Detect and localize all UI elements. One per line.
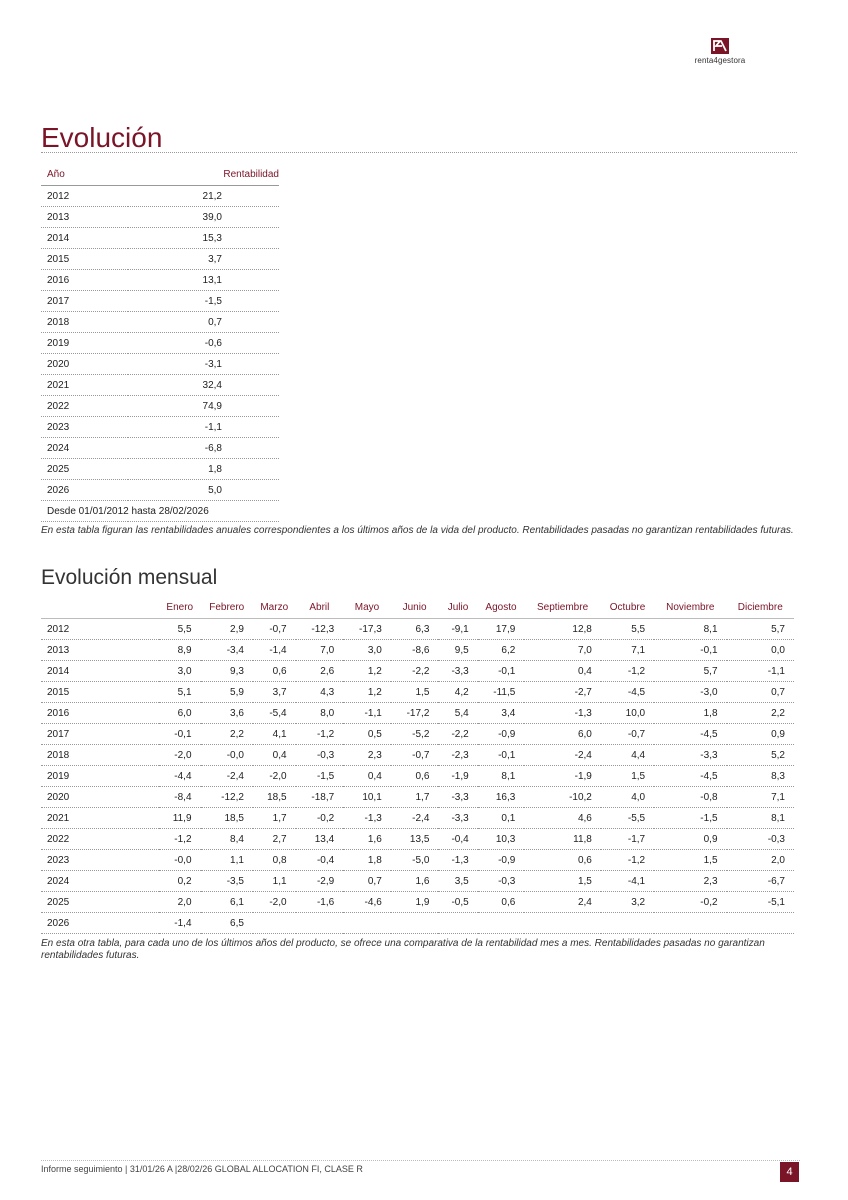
month-value-cell: 0,6 xyxy=(524,850,601,871)
year-cell: 2018 xyxy=(41,312,128,333)
month-value-cell: -3,4 xyxy=(201,640,253,661)
month-value-cell: -0,5 xyxy=(438,892,477,913)
month-value-cell: 10,3 xyxy=(478,829,525,850)
year-cell: 2025 xyxy=(41,892,159,913)
table-row xyxy=(41,354,279,375)
month-value-cell: -0,9 xyxy=(478,850,525,871)
month-value-cell: -8,4 xyxy=(159,787,201,808)
month-value-cell: -0,7 xyxy=(391,745,439,766)
month-value-cell: 4,3 xyxy=(296,682,344,703)
return-cell: -6,8 xyxy=(128,438,279,459)
month-value-cell: -1,3 xyxy=(438,850,477,871)
column-header-month: Diciembre xyxy=(727,597,794,619)
year-cell: 2015 xyxy=(41,682,159,703)
table-row xyxy=(41,682,794,703)
column-header-return: Rentabilidad xyxy=(128,163,279,186)
month-value-cell: 8,4 xyxy=(201,829,253,850)
month-value-cell: 7,0 xyxy=(296,640,344,661)
year-cell: 2012 xyxy=(41,619,159,640)
month-value-cell: 3,7 xyxy=(253,682,296,703)
month-value-cell: -3,0 xyxy=(654,682,726,703)
month-value-cell: 1,8 xyxy=(343,850,391,871)
month-value-cell: 2,4 xyxy=(524,892,601,913)
table-row xyxy=(41,892,794,913)
return-cell: 0,7 xyxy=(128,312,279,333)
month-value-cell: -0,3 xyxy=(727,829,794,850)
month-value-cell: -0,2 xyxy=(654,892,726,913)
month-value-cell: 6,2 xyxy=(478,640,525,661)
month-value-cell: 1,8 xyxy=(654,703,726,724)
year-cell: 2018 xyxy=(41,745,159,766)
section-title-evolucion: Evolución xyxy=(41,122,163,153)
month-value-cell: 9,5 xyxy=(438,640,477,661)
column-header-month: Julio xyxy=(438,597,477,619)
column-header-month: Febrero xyxy=(201,597,253,619)
month-value-cell: -1,4 xyxy=(253,640,296,661)
month-value-cell: 7,1 xyxy=(727,787,794,808)
month-value-cell: -0,3 xyxy=(478,871,525,892)
month-value-cell: -1,4 xyxy=(159,913,201,934)
month-value-cell: 18,5 xyxy=(253,787,296,808)
table-row xyxy=(41,291,279,312)
year-cell: 2025 xyxy=(41,459,128,480)
monthly-table-note: En esta otra tabla, para cada uno de los últimos años del producto, se ofrece una comparativa de la rentabilidad mes a mes. Rentabilidades pasadas no garantizan rentabilidades futuras. xyxy=(41,938,765,961)
month-value-cell: 5,9 xyxy=(201,682,253,703)
table-row xyxy=(41,850,794,871)
month-value-cell: 8,1 xyxy=(727,808,794,829)
month-value-cell: -0,3 xyxy=(296,745,344,766)
month-value-cell: 2,2 xyxy=(201,724,253,745)
month-value-cell: -17,3 xyxy=(343,619,391,640)
month-value-cell: 1,5 xyxy=(524,871,601,892)
year-cell: 2024 xyxy=(41,438,128,459)
month-value-cell: 8,9 xyxy=(159,640,201,661)
month-value-cell: -0,8 xyxy=(654,787,726,808)
divider xyxy=(41,152,797,153)
month-value-cell: 4,6 xyxy=(524,808,601,829)
table-row xyxy=(41,829,794,850)
month-value-cell: -11,5 xyxy=(478,682,525,703)
month-value-cell: 8,1 xyxy=(478,766,525,787)
month-value-cell: 6,5 xyxy=(201,913,253,934)
month-value-cell: -0,4 xyxy=(438,829,477,850)
month-value-cell: -0,7 xyxy=(253,619,296,640)
table-row xyxy=(41,270,279,291)
month-value-cell: -1,9 xyxy=(438,766,477,787)
return-cell: 74,9 xyxy=(128,396,279,417)
month-value-cell: -4,5 xyxy=(601,682,654,703)
month-value-cell: -0,7 xyxy=(601,724,654,745)
section-title-evolucion-mensual: Evolución mensual xyxy=(41,566,218,589)
brand-logo xyxy=(691,38,749,65)
year-cell: 2021 xyxy=(41,375,128,396)
column-header-month: Septiembre xyxy=(524,597,601,619)
month-value-cell xyxy=(391,913,439,934)
table-row xyxy=(41,396,279,417)
year-cell: 2012 xyxy=(41,186,128,207)
month-value-cell: -12,3 xyxy=(296,619,344,640)
month-value-cell: 2,3 xyxy=(654,871,726,892)
year-cell: 2020 xyxy=(41,787,159,808)
column-header-month: Junio xyxy=(391,597,439,619)
month-value-cell: -5,0 xyxy=(391,850,439,871)
page-number: 4 xyxy=(780,1162,799,1182)
month-value-cell: 0,8 xyxy=(253,850,296,871)
column-header-month: Agosto xyxy=(478,597,525,619)
month-value-cell: 10,1 xyxy=(343,787,391,808)
month-value-cell: 18,5 xyxy=(201,808,253,829)
year-cell: 2016 xyxy=(41,703,159,724)
month-value-cell: -1,3 xyxy=(343,808,391,829)
month-value-cell: 0,6 xyxy=(478,892,525,913)
month-value-cell: 2,7 xyxy=(253,829,296,850)
month-value-cell: 17,9 xyxy=(478,619,525,640)
year-cell: 2015 xyxy=(41,249,128,270)
month-value-cell: 3,0 xyxy=(159,661,201,682)
table-row xyxy=(41,766,794,787)
month-value-cell: -1,7 xyxy=(601,829,654,850)
month-value-cell: -0,0 xyxy=(159,850,201,871)
column-header-year: Año xyxy=(41,163,128,186)
month-value-cell: 0,0 xyxy=(727,640,794,661)
month-value-cell: 1,7 xyxy=(253,808,296,829)
month-value-cell: 2,6 xyxy=(296,661,344,682)
column-header-year xyxy=(41,597,159,619)
month-value-cell: 1,7 xyxy=(391,787,439,808)
month-value-cell: 1,9 xyxy=(391,892,439,913)
table-row xyxy=(41,619,794,640)
table-row xyxy=(41,249,279,270)
month-value-cell: 5,5 xyxy=(601,619,654,640)
month-value-cell: -4,5 xyxy=(654,766,726,787)
month-value-cell: -0,0 xyxy=(201,745,253,766)
month-value-cell: -2,4 xyxy=(201,766,253,787)
month-value-cell: -2,0 xyxy=(253,766,296,787)
month-value-cell: -17,2 xyxy=(391,703,439,724)
column-header-month: Noviembre xyxy=(654,597,726,619)
column-header-month: Abril xyxy=(296,597,344,619)
return-cell: 1,8 xyxy=(128,459,279,480)
month-value-cell: 8,3 xyxy=(727,766,794,787)
month-value-cell: -5,1 xyxy=(727,892,794,913)
table-row xyxy=(41,228,279,249)
month-value-cell: -2,0 xyxy=(159,745,201,766)
year-cell: 2024 xyxy=(41,871,159,892)
month-value-cell: 1,6 xyxy=(391,871,439,892)
month-value-cell: 3,5 xyxy=(438,871,477,892)
month-value-cell: -0,4 xyxy=(296,850,344,871)
month-value-cell: 3,0 xyxy=(343,640,391,661)
month-value-cell: 16,3 xyxy=(478,787,525,808)
month-value-cell: 5,4 xyxy=(438,703,477,724)
month-value-cell xyxy=(654,913,726,934)
month-value-cell: 0,9 xyxy=(654,829,726,850)
month-value-cell: -3,3 xyxy=(438,787,477,808)
month-value-cell: 12,8 xyxy=(524,619,601,640)
table-row xyxy=(41,312,279,333)
month-value-cell: -1,2 xyxy=(296,724,344,745)
monthly-returns-table xyxy=(41,597,794,934)
month-value-cell: 2,2 xyxy=(727,703,794,724)
month-value-cell: 11,9 xyxy=(159,808,201,829)
month-value-cell: 13,4 xyxy=(296,829,344,850)
month-value-cell: -1,3 xyxy=(524,703,601,724)
return-cell: 5,0 xyxy=(128,480,279,501)
renta4-logo-icon xyxy=(711,38,729,54)
table-row xyxy=(41,661,794,682)
return-cell: 13,1 xyxy=(128,270,279,291)
return-cell: 15,3 xyxy=(128,228,279,249)
annual-table-note: En esta tabla figuran las rentabilidades anuales correspondientes a los últimos años de la vida del producto. Rentabilidades pasadas no garantizan rentabilidades futuras. xyxy=(41,525,794,536)
month-value-cell: 11,8 xyxy=(524,829,601,850)
year-cell: 2022 xyxy=(41,396,128,417)
year-cell: 2014 xyxy=(41,661,159,682)
month-value-cell: 1,5 xyxy=(654,850,726,871)
month-value-cell: -10,2 xyxy=(524,787,601,808)
month-value-cell: 4,1 xyxy=(253,724,296,745)
month-value-cell: 7,0 xyxy=(524,640,601,661)
table-row xyxy=(41,640,794,661)
brand-name: renta4gestora xyxy=(694,56,746,65)
month-value-cell: 0,7 xyxy=(343,871,391,892)
column-header-month: Marzo xyxy=(253,597,296,619)
table-row xyxy=(41,459,279,480)
month-value-cell: 1,1 xyxy=(201,850,253,871)
month-value-cell: 0,4 xyxy=(524,661,601,682)
year-cell: 2022 xyxy=(41,829,159,850)
return-cell: -1,5 xyxy=(128,291,279,312)
month-value-cell: 1,6 xyxy=(343,829,391,850)
return-cell: -3,1 xyxy=(128,354,279,375)
year-cell: 2020 xyxy=(41,354,128,375)
table-row xyxy=(41,913,794,934)
month-value-cell: -3,3 xyxy=(438,661,477,682)
month-value-cell: -5,4 xyxy=(253,703,296,724)
year-cell: 2013 xyxy=(41,207,128,228)
month-value-cell: -0,9 xyxy=(478,724,525,745)
month-value-cell: -0,1 xyxy=(478,661,525,682)
table-row xyxy=(41,207,279,228)
year-cell: 2021 xyxy=(41,808,159,829)
month-value-cell: -4,5 xyxy=(654,724,726,745)
month-value-cell: 7,1 xyxy=(601,640,654,661)
month-value-cell xyxy=(727,913,794,934)
table-row xyxy=(41,186,279,207)
month-value-cell: -8,6 xyxy=(391,640,439,661)
table-row-period xyxy=(41,501,279,522)
month-value-cell: -4,6 xyxy=(343,892,391,913)
month-value-cell: 2,3 xyxy=(343,745,391,766)
month-value-cell: 4,4 xyxy=(601,745,654,766)
year-cell: 2014 xyxy=(41,228,128,249)
footer-text: Informe seguimiento | 31/01/26 A |28/02/26 GLOBAL ALLOCATION FI, CLASE R xyxy=(41,1164,363,1174)
year-cell: 2026 xyxy=(41,480,128,501)
annual-returns-table xyxy=(41,163,279,522)
return-cell: -0,6 xyxy=(128,333,279,354)
month-value-cell: 2,0 xyxy=(727,850,794,871)
table-header-row xyxy=(41,163,279,186)
month-value-cell: 0,6 xyxy=(253,661,296,682)
month-value-cell: -0,2 xyxy=(296,808,344,829)
year-cell: 2026 xyxy=(41,913,159,934)
month-value-cell: 9,3 xyxy=(201,661,253,682)
year-cell: 2019 xyxy=(41,766,159,787)
return-cell: 32,4 xyxy=(128,375,279,396)
month-value-cell: -1,9 xyxy=(524,766,601,787)
month-value-cell: -18,7 xyxy=(296,787,344,808)
month-value-cell xyxy=(601,913,654,934)
month-value-cell: 5,7 xyxy=(654,661,726,682)
table-row xyxy=(41,480,279,501)
month-value-cell: -2,9 xyxy=(296,871,344,892)
column-header-month: Mayo xyxy=(343,597,391,619)
month-value-cell: 0,7 xyxy=(727,682,794,703)
month-value-cell: 6,0 xyxy=(159,703,201,724)
month-value-cell: -2,2 xyxy=(391,661,439,682)
month-value-cell: 2,0 xyxy=(159,892,201,913)
month-value-cell: 8,0 xyxy=(296,703,344,724)
month-value-cell: -1,5 xyxy=(654,808,726,829)
year-cell: 2023 xyxy=(41,850,159,871)
month-value-cell: -4,1 xyxy=(601,871,654,892)
table-row xyxy=(41,417,279,438)
month-value-cell: -0,1 xyxy=(478,745,525,766)
month-value-cell: 5,1 xyxy=(159,682,201,703)
month-value-cell: -1,5 xyxy=(296,766,344,787)
table-row xyxy=(41,333,279,354)
table-header-row xyxy=(41,597,794,619)
month-value-cell: 8,1 xyxy=(654,619,726,640)
year-cell: 2017 xyxy=(41,291,128,312)
month-value-cell: -3,3 xyxy=(654,745,726,766)
month-value-cell: -2,4 xyxy=(391,808,439,829)
return-cell: 39,0 xyxy=(128,207,279,228)
month-value-cell: 2,9 xyxy=(201,619,253,640)
month-value-cell: 13,5 xyxy=(391,829,439,850)
month-value-cell: -1,2 xyxy=(601,661,654,682)
month-value-cell: 0,2 xyxy=(159,871,201,892)
month-value-cell: 3,4 xyxy=(478,703,525,724)
month-value-cell: -2,4 xyxy=(524,745,601,766)
month-value-cell: -1,2 xyxy=(159,829,201,850)
year-cell: 2017 xyxy=(41,724,159,745)
year-cell: 2019 xyxy=(41,333,128,354)
month-value-cell: -5,5 xyxy=(601,808,654,829)
month-value-cell xyxy=(478,913,525,934)
month-value-cell: 0,5 xyxy=(343,724,391,745)
year-cell: 2023 xyxy=(41,417,128,438)
month-value-cell: -6,7 xyxy=(727,871,794,892)
month-value-cell xyxy=(253,913,296,934)
table-row xyxy=(41,808,794,829)
month-value-cell: -2,3 xyxy=(438,745,477,766)
table-row xyxy=(41,375,279,396)
month-value-cell: -4,4 xyxy=(159,766,201,787)
month-value-cell: -2,0 xyxy=(253,892,296,913)
month-value-cell: 0,4 xyxy=(343,766,391,787)
month-value-cell: 3,6 xyxy=(201,703,253,724)
month-value-cell: 10,0 xyxy=(601,703,654,724)
year-cell: 2013 xyxy=(41,640,159,661)
month-value-cell: 1,2 xyxy=(343,682,391,703)
month-value-cell: 4,2 xyxy=(438,682,477,703)
month-value-cell: -2,7 xyxy=(524,682,601,703)
month-value-cell: 5,5 xyxy=(159,619,201,640)
table-row xyxy=(41,745,794,766)
month-value-cell: 6,1 xyxy=(201,892,253,913)
column-header-month: Enero xyxy=(159,597,201,619)
table-row xyxy=(41,438,279,459)
month-value-cell: 5,7 xyxy=(727,619,794,640)
month-value-cell: 1,5 xyxy=(391,682,439,703)
month-value-cell: 3,2 xyxy=(601,892,654,913)
month-value-cell: 6,3 xyxy=(391,619,439,640)
month-value-cell: -1,1 xyxy=(727,661,794,682)
return-cell: 3,7 xyxy=(128,249,279,270)
month-value-cell: 4,0 xyxy=(601,787,654,808)
year-cell: 2016 xyxy=(41,270,128,291)
month-value-cell: 1,2 xyxy=(343,661,391,682)
month-value-cell: -3,5 xyxy=(201,871,253,892)
return-cell: -1,1 xyxy=(128,417,279,438)
month-value-cell: 0,4 xyxy=(253,745,296,766)
month-value-cell: -2,2 xyxy=(438,724,477,745)
month-value-cell: -0,1 xyxy=(654,640,726,661)
month-value-cell xyxy=(524,913,601,934)
column-header-month: Octubre xyxy=(601,597,654,619)
month-value-cell xyxy=(343,913,391,934)
month-value-cell: -12,2 xyxy=(201,787,253,808)
month-value-cell: -1,1 xyxy=(343,703,391,724)
period-cell: Desde 01/01/2012 hasta 28/02/2026 xyxy=(41,501,279,522)
table-row xyxy=(41,787,794,808)
month-value-cell: -1,6 xyxy=(296,892,344,913)
month-value-cell: 0,6 xyxy=(391,766,439,787)
month-value-cell: 0,9 xyxy=(727,724,794,745)
month-value-cell: -3,3 xyxy=(438,808,477,829)
month-value-cell xyxy=(438,913,477,934)
return-cell: 21,2 xyxy=(128,186,279,207)
month-value-cell xyxy=(296,913,344,934)
month-value-cell: -9,1 xyxy=(438,619,477,640)
month-value-cell: 1,1 xyxy=(253,871,296,892)
month-value-cell: 5,2 xyxy=(727,745,794,766)
table-row xyxy=(41,703,794,724)
month-value-cell: 6,0 xyxy=(524,724,601,745)
table-row xyxy=(41,871,794,892)
footer-divider xyxy=(41,1160,800,1161)
month-value-cell: 1,5 xyxy=(601,766,654,787)
table-row xyxy=(41,724,794,745)
month-value-cell: -0,1 xyxy=(159,724,201,745)
month-value-cell: 0,1 xyxy=(478,808,525,829)
month-value-cell: -1,2 xyxy=(601,850,654,871)
month-value-cell: -5,2 xyxy=(391,724,439,745)
